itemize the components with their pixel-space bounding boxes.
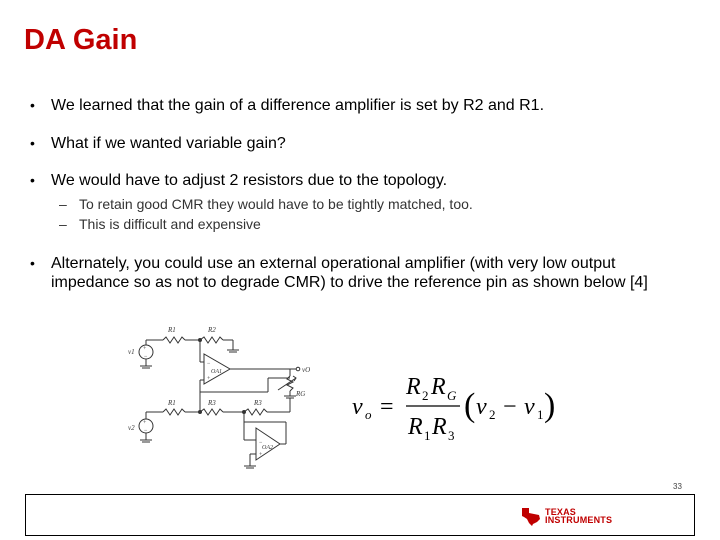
eq-num-r-sub: 2 <box>422 388 429 403</box>
svg-text:−: − <box>144 428 148 434</box>
sub-bullet-difficult: – This is difficult and expensive <box>51 214 690 234</box>
svg-text:+: + <box>143 346 147 352</box>
label-oa1: OA1 <box>211 369 222 375</box>
ti-logo-line1: TEXAS <box>545 507 577 517</box>
eq-v2: v <box>476 394 487 420</box>
circuit-diagram <box>118 318 328 482</box>
eq-num-rg: R <box>431 374 446 400</box>
label-rg: RG <box>296 390 306 398</box>
eq-num-rg-sub: G <box>447 388 457 403</box>
bullet-list <box>30 96 690 292</box>
ti-logo-line2: INSTRUMENTS <box>545 515 613 525</box>
eq-den-r: R <box>408 414 423 440</box>
bullet-variable-gain: • What if we wanted variable gain? <box>30 134 690 153</box>
eq-v1: v <box>524 394 535 420</box>
eq-v1-sub: 1 <box>537 407 544 422</box>
label-v1: v1 <box>128 348 135 356</box>
svg-text:+: + <box>259 452 263 458</box>
bullet-gain-set: • We learned that the gain of a difference amplifier is set by R2 and R1. <box>30 96 690 115</box>
ti-wordmark <box>545 508 612 524</box>
r1-top-resistor <box>163 337 185 343</box>
footer-bar <box>25 494 695 536</box>
r3-b-resistor <box>244 409 267 415</box>
svg-text:+: + <box>207 376 211 382</box>
label-vo: vO <box>302 366 311 374</box>
label-r3-b: R3 <box>254 399 262 407</box>
bullet-adjust-resistors-text: We would have to adjust 2 resistors due to the topology. <box>51 172 448 189</box>
sub-bullet-cmr-matching: – To retain good CMR they would have to be tightly matched, too. <box>51 194 690 214</box>
svg-text:−: − <box>259 440 263 446</box>
label-r1-bottom: R1 <box>168 399 176 407</box>
svg-text:+: + <box>143 420 147 426</box>
eq-minus: − <box>503 394 517 420</box>
ti-logo <box>520 505 612 527</box>
r1-bottom-resistor <box>163 409 185 415</box>
eq-den-r-sub: 1 <box>424 428 431 443</box>
eq-den-r3-sub: 3 <box>448 428 455 443</box>
svg-text:−: − <box>144 354 148 360</box>
gain-equation <box>348 368 564 446</box>
eq-v2-sub: 2 <box>489 407 496 422</box>
bullet-adjust-resistors <box>30 171 690 234</box>
slide-title: DA Gain <box>24 24 138 56</box>
r3-a-resistor <box>200 409 223 415</box>
r2-top-resistor <box>200 337 223 343</box>
sub-bullet-list <box>51 194 690 234</box>
eq-lhs-sub: o <box>365 407 372 422</box>
page-number: 33 <box>673 482 682 491</box>
svg-text:−: − <box>207 361 211 367</box>
label-v2: v2 <box>128 424 135 432</box>
label-r1-top: R1 <box>168 326 176 334</box>
eq-lhs-v: v <box>352 394 363 420</box>
label-oa2: OA2 <box>262 445 273 451</box>
bullet-external-opamp: • Alternately, you could use an external operational amplifier (with very low output impedance so as not to degrade CMR) to drive the reference pin as shown below [4] <box>30 254 690 292</box>
eq-equals: = <box>380 394 394 420</box>
eq-num-r: R <box>406 374 421 400</box>
label-r3-a: R3 <box>208 399 216 407</box>
eq-close-paren: ) <box>544 387 556 424</box>
eq-open-paren: ( <box>464 387 476 424</box>
texas-state-icon <box>520 505 542 527</box>
eq-den-r3: R <box>432 414 447 440</box>
label-r2-top: R2 <box>208 326 216 334</box>
